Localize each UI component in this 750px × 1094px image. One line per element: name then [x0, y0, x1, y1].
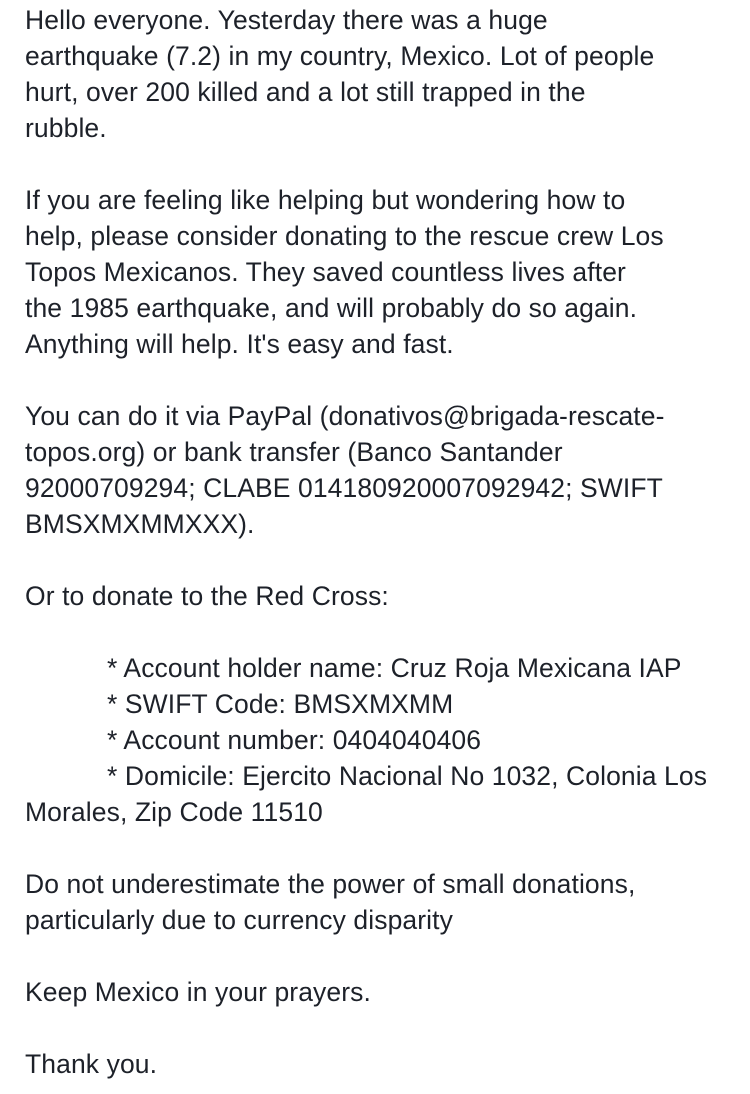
thanks-paragraph: Thank you. [25, 1049, 158, 1079]
small-donations-paragraph: Do not underestimate the power of small donations, particularly due to currency disparity [25, 869, 636, 935]
help-paragraph: If you are feeling like helping but wondering how to help, please consider donating to the rescue crew Los Topos Mexicanos. They saved countless lives after the 1985 earthquake, and will probably do so again. Anything will help. It's easy and fast. [25, 185, 664, 359]
intro-paragraph: Hello everyone. Yesterday there was a huge earthquake (7.2) in my country, Mexico. Lot of people hurt, over 200 killed and a lot still trapped in the rubble. [25, 5, 655, 143]
paypal-paragraph: You can do it via PayPal (donativos@brigada-rescate- topos.org) or bank transfer (Banco Santander 92000709294; CLABE 014180920007092942; SWIFT BMSXMXMMXXX). [25, 401, 665, 539]
prayers-paragraph: Keep Mexico in your prayers. [25, 977, 371, 1007]
account-number-line: * Account number: 0404040406 [107, 725, 482, 755]
swift-code-line: * SWIFT Code: BMSXMXMM [107, 689, 454, 719]
post-body [25, 2, 737, 1082]
red-cross-intro: Or to donate to the Red Cross: [25, 581, 389, 611]
account-holder-line: * Account holder name: Cruz Roja Mexicana IAP [107, 653, 682, 683]
red-cross-details [25, 650, 737, 830]
domicile-line: * Domicile: Ejercito Nacional No 1032, Colonia Los Morales, Zip Code 11510 [25, 761, 708, 827]
